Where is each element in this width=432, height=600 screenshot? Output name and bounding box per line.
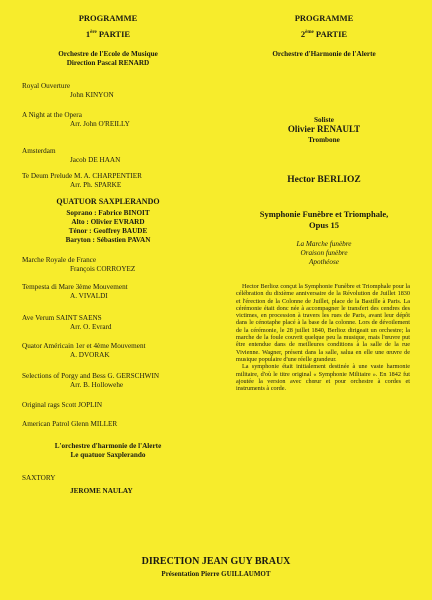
movement-3: Apothéose bbox=[309, 258, 339, 266]
work-title: A Night at the Opera bbox=[22, 111, 82, 119]
saxtory-label: SAXTORY bbox=[22, 474, 56, 482]
work-title: Amsterdam bbox=[22, 147, 56, 155]
left-programme-title: PROGRAMME bbox=[78, 13, 138, 23]
work-title: Te Deum Prelude M. A. CHARPENTIER bbox=[22, 172, 142, 180]
work-title: Quator Américain 1er et 4ème Mouvement bbox=[22, 342, 146, 350]
movement-1: La Marche funèbre bbox=[296, 240, 352, 248]
presentation-credit: Présentation Pierre GUILLAUMOT bbox=[161, 570, 271, 578]
left-part-label: PARTIE bbox=[98, 29, 131, 39]
composer-name: Hector BERLIOZ bbox=[287, 175, 361, 185]
movement-2: Oraison funèbre bbox=[300, 249, 348, 257]
quatuor-member: Baryton : Sébastien PAVAN bbox=[65, 236, 151, 244]
work-author: A. VIVALDI bbox=[70, 292, 108, 300]
left-part-heading bbox=[0, 30, 216, 39]
left-orchestra-line2: Direction Pascal RENARD bbox=[66, 59, 150, 67]
work-title: Marche Royale de France bbox=[22, 256, 97, 264]
saxtory-name: JEROME NAULAY bbox=[70, 487, 133, 495]
work-author: John KINYON bbox=[70, 91, 114, 99]
right-orchestra: Orchestre d'Harmonie de l'Alerte bbox=[272, 50, 376, 58]
right-part-label: PARTIE bbox=[315, 29, 348, 39]
work-author: Arr. B. Hollowehe bbox=[70, 381, 124, 389]
work-author: Jacob DE HAAN bbox=[70, 156, 121, 164]
symphony-opus: Opus 15 bbox=[309, 220, 339, 230]
work-author: Arr. Ph. SPARKE bbox=[70, 181, 122, 189]
soloist-name: Olivier RENAULT bbox=[287, 124, 361, 134]
symphony-title: Symphonie Funèbre et Triomphale, bbox=[259, 209, 389, 219]
quatuor-title: QUATUOR SAXPLERANDO bbox=[56, 197, 160, 206]
right-programme-title: PROGRAMME bbox=[294, 13, 354, 23]
work-author: François CORROYEZ bbox=[70, 265, 136, 273]
work-author: A. DVORAK bbox=[70, 351, 110, 359]
notes-paragraph-2: La symphonie était initialement destinée à une vaste harmonie militaire, d'où le titre original « Symphonie Militaire ». En 1842 fut ajoutée la version avec chœur et pour orchestre à cordes et instruments à corde. bbox=[236, 363, 410, 393]
work-author: Arr. John O'REILLY bbox=[70, 120, 130, 128]
right-part-number: 2 bbox=[300, 29, 306, 39]
left-part-number: 1 bbox=[85, 29, 91, 39]
closing-line1: L'orchestre d'harmonie de l'Alerte bbox=[54, 442, 162, 450]
closing-line2: Le quatuor Saxplerando bbox=[70, 451, 146, 459]
left-part-sup: ère bbox=[90, 30, 97, 36]
berlioz-notes bbox=[236, 283, 410, 392]
work-author: Arr. O. Evrard bbox=[70, 323, 112, 331]
soloist-label: Soliste bbox=[314, 116, 334, 124]
work-title: Original rags Scott JOPLIN bbox=[22, 401, 103, 409]
notes-paragraph-1: Hector Berlioz conçut la Symphonie Funèbre et Triomphale pour la célébration du dixième anniversaire de la Révolution de Juillet 1830 et l'érection de la Colonne de Juillet, place de la Bastille à Paris. La cérémonie était donc née à accompagner le transfert des cendres des victimes, en procession à travers les rues de Paris, avant leur dépôt dans le cénotaphe placé à la base de la colonne. Lors de dévoilement de la cérémonie, le 28 juillet 1840, Berlioz dirigeait un orchestre; la marche de la foule couvrit quelque peu la musique, mais l'œuvre put être entendue dans de meilleures conditions à la salle de la rue Vivienne. Wagner, présent dans la salle, salua en elle une œuvre de musique populaire d'une réelle grandeur. bbox=[236, 283, 410, 363]
right-part-sup: ème bbox=[305, 30, 314, 36]
right-part-heading bbox=[216, 30, 432, 39]
work-title: American Patrol Glenn MILLER bbox=[22, 420, 118, 428]
work-title: Tempesta di Mare 3ème Mouvement bbox=[22, 283, 128, 291]
direction-credit: DIRECTION JEAN GUY BRAUX bbox=[141, 556, 291, 567]
work-title: Ave Verum SAINT SAENS bbox=[22, 314, 102, 322]
quatuor-member: Soprano : Fabrice BINOIT bbox=[66, 209, 150, 217]
work-title: Selections of Porgy and Bess G. GERSCHWIN bbox=[22, 372, 160, 380]
left-orchestra-line1: Orchestre de l'Ecole de Musique bbox=[58, 50, 158, 58]
quatuor-member: Ténor : Geoffrey BAUDE bbox=[68, 227, 148, 235]
work-title: Royal Ouverture bbox=[22, 82, 71, 90]
quatuor-member: Alto : Olivier EVRARD bbox=[71, 218, 145, 226]
soloist-instrument: Trombone bbox=[308, 136, 340, 144]
